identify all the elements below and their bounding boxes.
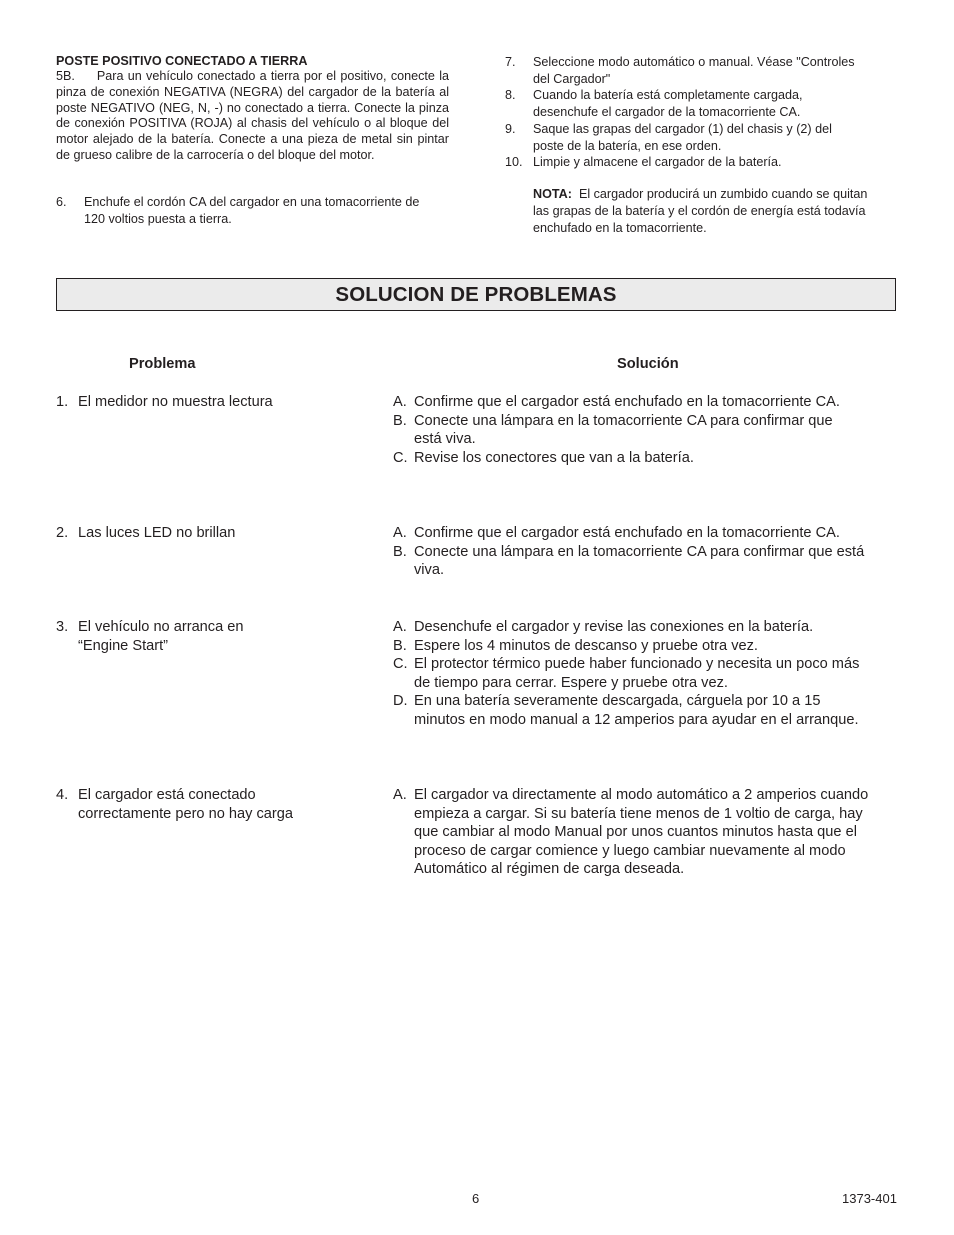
problem-number: 4. [56,787,69,803]
solution-text: minutos en modo manual a 12 amperios para ayudar en el arranque. [414,711,859,728]
solution-text: Confirme que el cargador está enchufado en la tomacorriente CA. [414,525,840,541]
solution-text: que cambiar al modo Manual por unos cuantos minutos hasta que el [414,824,857,841]
problem-number: 3. [56,619,69,635]
solution-item [393,524,898,543]
solution-cell [393,393,898,467]
paragraph-5b [56,69,449,164]
note-block [533,186,903,236]
solution-text: empieza a cargar. Si su batería tiene menos de 1 voltio de carga, hay [414,805,863,822]
problem-text: correctamente pero no hay carga [78,805,293,822]
list-item-text: Enchufe el cordón CA del cargador en una tomacorriente de [84,195,420,209]
solution-text: Confirme que el cargador está enchufado en la tomacorriente CA. [414,394,840,410]
list-item-text: Cuando la batería está completamente cargada, [533,88,803,102]
solution-letter: B. [393,543,407,560]
page-number: 6 [472,1191,480,1206]
problem-text: El vehículo no arranca en [78,619,244,635]
problem-number: 1. [56,394,69,410]
problem-text: Las luces LED no brillan [78,525,236,541]
solution-text: Desenchufe el cargador y revise las conexiones en la batería. [414,619,814,635]
solution-item [393,412,898,449]
paragraph-5b-text: Para un vehículo conectado a tierra por el positivo, conecte la pinza de conexión NEGATIVA (NEGRA) del cargador de la batería al poste NEGATIVO (NEG, N, -) no conectado a tierra. Conecte la pinza de conexión POSITIVA (ROJA) al chasis del vehículo o al bloque del motor alejado de la batería. Conecte a una pieza de metal sin pintar de grueso calibre de la carrocería o del bloque del motor. [56,69,449,162]
solution-item [393,449,898,468]
solution-text: En una batería severamente descargada, cárguela por 10 a 15 [414,693,821,710]
list-item-text: desenchufe el cargador de la tomacorriente CA. [533,104,801,119]
section-title: SOLUCION DE PROBLEMAS [335,282,617,306]
solution-text: de tiempo para cerrar. Espere y pruebe otra vez. [414,674,728,691]
document-number: 1373-401 [842,1191,897,1206]
solution-item [393,618,898,637]
list-item-text: del Cargador" [533,71,611,86]
solution-letter: B. [393,412,407,429]
solution-item [393,637,898,656]
list-item-text: Limpie y almacene el cargador de la batería. [533,155,782,169]
solution-item [393,543,898,580]
paragraph-5b-number: 5B. [56,69,75,83]
problem-text: El medidor no muestra lectura [78,394,273,410]
solution-cell [393,524,898,580]
solution-text: viva. [414,562,445,579]
solution-text: Conecte una lámpara en la tomacorriente CA para confirmar que [414,412,833,429]
list-item-text: poste de la batería, en ese orden. [533,138,722,153]
solution-cell [393,786,898,879]
solution-cell [393,618,898,730]
problem-text: “Engine Start” [78,637,169,654]
solution-letter: A. [393,619,407,635]
note-text: El cargador producirá un zumbido cuando se quitan [578,187,868,201]
problem-text: El cargador está conectado [78,787,256,803]
solution-letter: B. [393,637,407,654]
solution-letter: C. [393,656,408,673]
solution-text: El cargador va directamente al modo automático a 2 amperios cuando [414,787,869,803]
solution-text: proceso de cargar comience y luego cambiar nuevamente al modo [414,842,846,859]
note-text: las grapas de la batería y el cordón de energía está todavía [533,203,866,218]
list-item-number: 8. [505,88,516,102]
column-header-problem: Problema [129,356,196,372]
solution-item [393,655,898,692]
section-title-box [56,278,896,311]
note-label: NOTA: [533,187,572,201]
problem-number: 2. [56,525,69,541]
solution-item [393,786,898,879]
solution-letter: A. [393,787,407,803]
list-item-text: Seleccione modo automático o manual. Véase "Controles [533,55,855,69]
solution-text: El protector térmico puede haber funcionado y necesita un poco más [414,656,860,673]
list-item-number: 10. [505,155,523,169]
solution-text: Conecte una lámpara en la tomacorriente CA para confirmar que está [414,543,865,560]
solution-item [393,692,898,729]
list-item-number: 9. [505,122,516,136]
list-item-number: 7. [505,55,516,69]
solution-letter: A. [393,394,407,410]
solution-item [393,393,898,412]
solution-letter: C. [393,449,408,466]
solution-text: Espere los 4 minutos de descanso y pruebe otra vez. [414,637,758,654]
note-text: enchufado en la tomacorriente. [533,220,707,235]
solution-text: Automático al régimen de carga deseada. [414,861,685,878]
list-item-number: 6. [56,195,67,209]
solution-text: Revise los conectores que van a la batería. [414,449,694,466]
list-item-text: 120 voltios puesta a tierra. [84,211,232,226]
solution-text: está viva. [414,431,476,448]
column-header-solution: Solución [617,356,679,372]
solution-letter: A. [393,525,407,541]
section-heading-positive-ground: POSTE POSITIVO CONECTADO A TIERRA [56,54,308,68]
list-item-text: Saque las grapas del cargador (1) del chasis y (2) del [533,122,832,136]
solution-letter: D. [393,693,408,710]
